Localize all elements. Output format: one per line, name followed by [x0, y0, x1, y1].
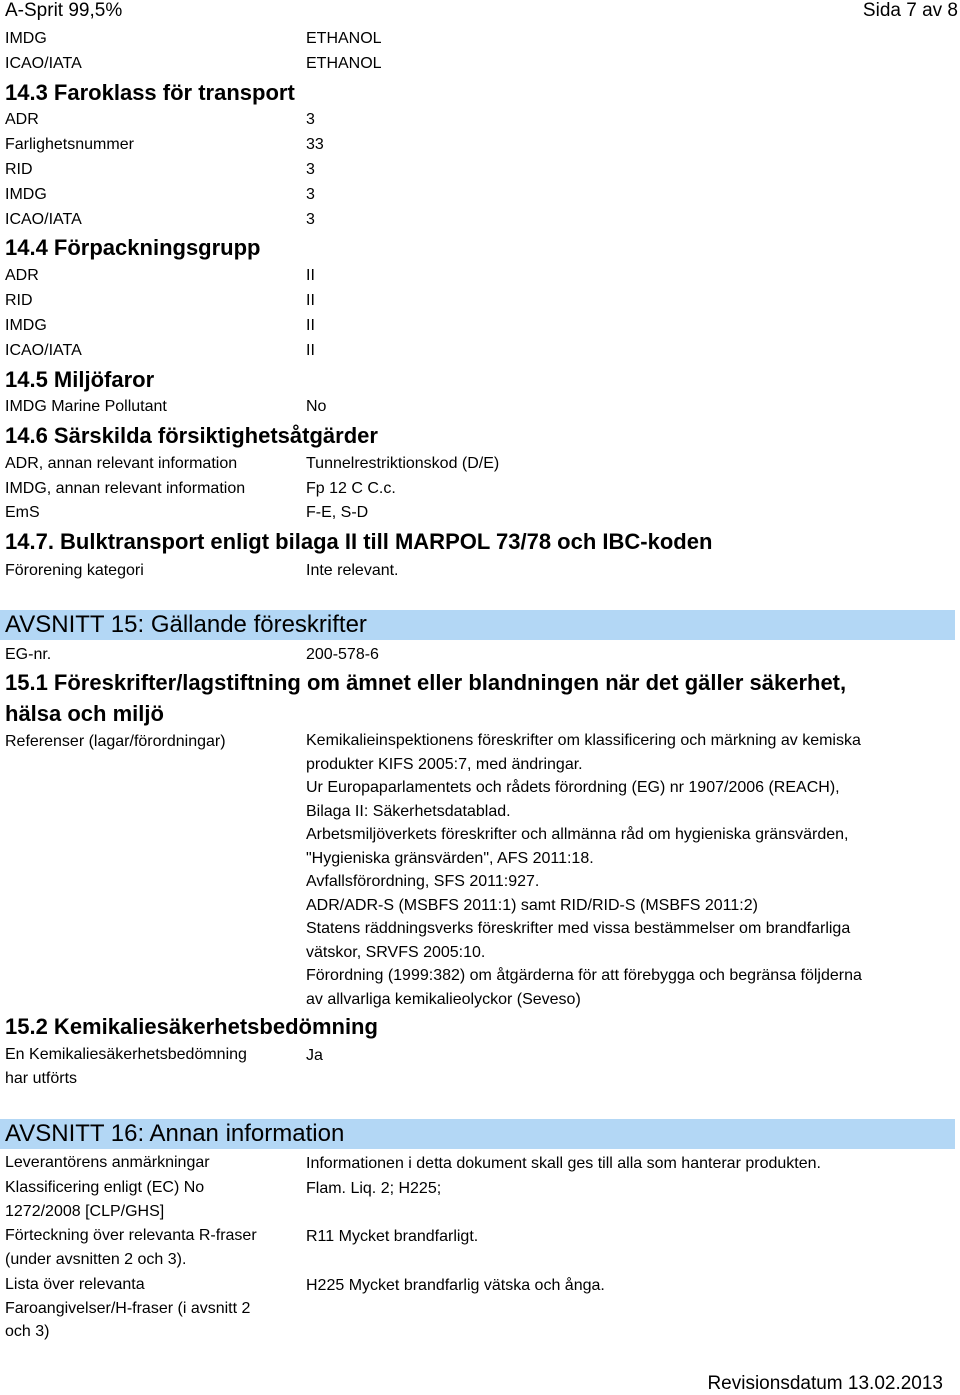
s16-label-line: Förteckning över relevanta R-fraser: [5, 1227, 257, 1244]
row-label: IMDG Marine Pollutant: [5, 398, 167, 415]
row-value: Tunnelrestriktionskod (D/E): [306, 455, 500, 472]
row-value: 3: [306, 111, 315, 128]
section-14-7-title: 14.7. Bulktransport enligt bilaga II till MARPOL 73/78 och IBC-koden: [5, 529, 713, 554]
row-label: EmS: [5, 504, 40, 521]
section-14-3-title: 14.3 Faroklass för transport: [5, 80, 295, 105]
s16-row-value: Informationen i detta dokument skall ges till alla som hanterar produkten.: [306, 1155, 821, 1172]
row-label: Farlighetsnummer: [5, 136, 134, 153]
reference-line: Arbetsmiljöverkets föreskrifter och allmänna råd om hygieniska gränsvärden,: [306, 826, 849, 843]
reference-line: Statens räddningsverks föreskrifter med vissa bestämmelser om brandfarliga: [306, 920, 851, 937]
references-list: [306, 729, 862, 1011]
row-label: IMDG, annan relevant information: [5, 480, 246, 497]
section-14-5-title: 14.5 Miljöfaror: [5, 367, 155, 392]
row-value: Inte relevant.: [306, 562, 399, 579]
row-label: ADR: [5, 267, 39, 284]
name-row-value: ETHANOL: [306, 55, 382, 72]
row-label: RID: [5, 292, 33, 309]
section-15-2-title: 15.2 Kemikaliesäkerhetsbedömning: [5, 1014, 378, 1039]
section-14-4-title: 14.4 Förpackningsgrupp: [5, 235, 261, 260]
reference-line: Kemikalieinspektionens föreskrifter om klassificering och märkning av kemiska: [306, 732, 861, 749]
section-15-header-bar: [0, 610, 955, 640]
row-value: II: [306, 317, 315, 334]
s16-label-line: Lista över relevanta: [5, 1276, 145, 1293]
s16-label-line: (under avsnitten 2 och 3).: [5, 1250, 187, 1268]
s16-label-line: Faroangivelser/H-fraser (i avsnitt 2: [5, 1299, 251, 1317]
reference-line: Avfallsförordning, SFS 2011:927.: [306, 873, 540, 890]
s16-label-line: Klassificering enligt (EC) No: [5, 1179, 205, 1196]
s16-row-value: R11 Mycket brandfarligt.: [306, 1228, 479, 1245]
row-label: IMDG: [5, 317, 47, 334]
csa-label-line: har utförts: [5, 1069, 78, 1087]
reference-line: Ur Europaparlamentets och rådets förordning (EG) nr 1907/2006 (REACH),: [306, 779, 840, 796]
row-label: IMDG: [5, 186, 47, 203]
reference-line: produkter KIFS 2005:7, med ändringar.: [306, 755, 583, 773]
header-page-number: Sida 7 av 8: [862, 0, 958, 21]
section-14-6-title: 14.6 Särskilda försiktighetsåtgärder: [5, 423, 378, 448]
reference-line: vätskor, SRVFS 2005:10.: [306, 943, 486, 961]
row-value: II: [306, 267, 315, 284]
row-label: Förorening kategori: [5, 562, 144, 579]
s16-row-label: [5, 1151, 210, 1175]
s16-row-value: Flam. Liq. 2; H225;: [306, 1180, 442, 1197]
row-value: 3: [306, 161, 315, 178]
name-row-label: ICAO/IATA: [5, 55, 82, 72]
row-value: 3: [306, 186, 315, 203]
row-label: RID: [5, 161, 33, 178]
row-label: ADR, annan relevant information: [5, 455, 238, 472]
csa-value: Ja: [306, 1047, 323, 1064]
row-value: 33: [306, 136, 324, 153]
references-label: Referenser (lagar/förordningar): [5, 733, 226, 750]
name-row-value: ETHANOL: [306, 30, 382, 47]
row-value: F-E, S-D: [306, 504, 369, 521]
s16-label-line: Leverantörens anmärkningar: [5, 1154, 210, 1171]
reference-line: Bilaga II: Säkerhetsdatablad.: [306, 802, 511, 820]
header-product-name: A-Sprit 99,5%: [5, 0, 123, 21]
section-16-title: AVSNITT 16: Annan information: [5, 1120, 345, 1147]
s16-row-value: H225 Mycket brandfarlig vätska och ånga.: [306, 1277, 605, 1294]
section-15-1-title: 15.1 Föreskrifter/lagstiftning om ämnet eller blandningen när det gäller säkerhet,: [5, 670, 847, 695]
row-value: II: [306, 342, 315, 359]
name-row-label: IMDG: [5, 30, 47, 47]
reference-line: Förordning (1999:382) om åtgärderna för att förebygga och begränsa följderna: [306, 967, 862, 984]
row-value: Fp 12 C C.c.: [306, 480, 396, 497]
reference-line: av allvarliga kemikalieolyckor (Seveso): [306, 990, 581, 1008]
csa-label-line: En Kemikaliesäkerhetsbedömning: [5, 1046, 247, 1063]
reference-line: ADR/ADR-S (MSBFS 2011:1) samt RID/RID-S (MSBFS 2011:2): [306, 896, 758, 914]
s16-row-label: [5, 1273, 250, 1344]
row-value: No: [306, 398, 327, 415]
section-16-header-bar: [0, 1119, 955, 1149]
s16-label-line: 1272/2008 [CLP/GHS]: [5, 1202, 165, 1220]
reference-line: "Hygieniska gränsvärden", AFS 2011:18.: [306, 849, 594, 867]
s16-label-line: och 3): [5, 1323, 50, 1340]
row-label: ICAO/IATA: [5, 211, 82, 228]
revision-date: Revisionsdatum 13.02.2013: [707, 1373, 943, 1394]
s16-row-label: [5, 1224, 257, 1271]
row-value: II: [306, 292, 315, 309]
row-value: 3: [306, 211, 315, 228]
section-15-title: AVSNITT 15: Gällande föreskrifter: [5, 611, 367, 638]
eg-number-label: EG-nr.: [5, 646, 52, 663]
row-label: ICAO/IATA: [5, 342, 82, 359]
eg-number-value: 200-578-6: [306, 646, 379, 663]
s16-row-label: [5, 1176, 204, 1223]
section-15-1-title-cont: hälsa och miljö: [5, 701, 164, 726]
csa-label: [5, 1043, 247, 1090]
row-label: ADR: [5, 111, 39, 128]
